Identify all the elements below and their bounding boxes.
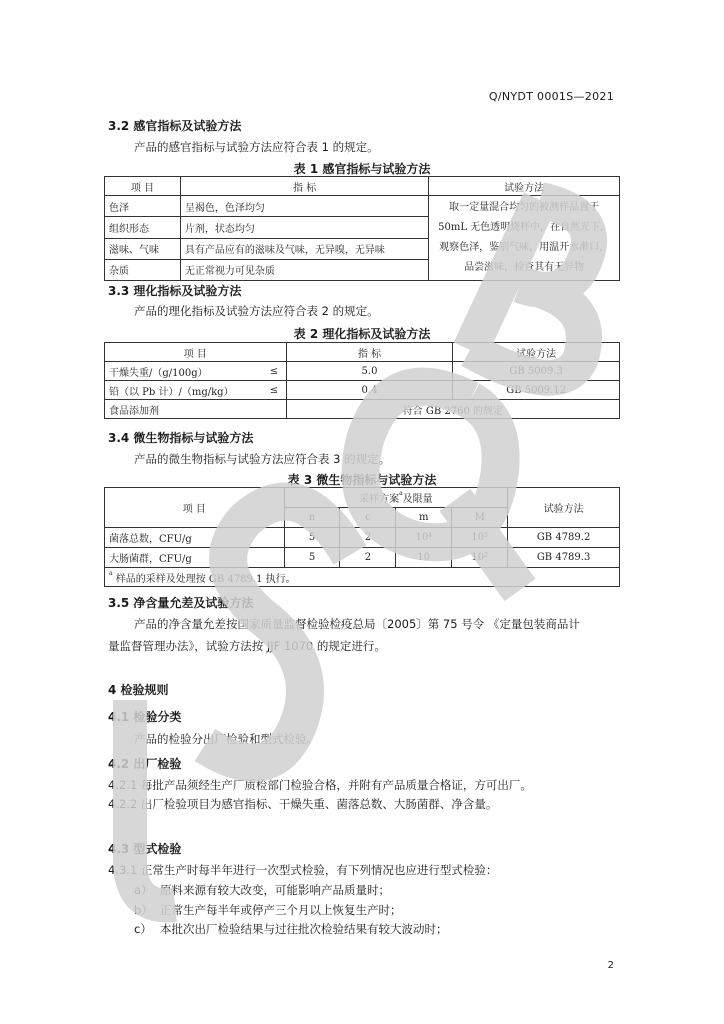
section-4-2-heading: 4.2 出厂检验	[108, 757, 182, 771]
table-3-header-method: 试验方法	[508, 488, 620, 528]
table-row: 铅（以 Pb 计）/（mg/kg）	[105, 381, 263, 400]
section-3-2-heading: 3.2 感官指标及试验方法	[108, 119, 242, 133]
section-3-5-heading: 3.5 净含量允差及试验方法	[108, 596, 254, 610]
table-3-note: $^a$ 样品的采样及处理按 GB 4789.1 执行。	[105, 568, 620, 587]
section-4-1-text: 产品的检验分出厂检验和型式检验。	[134, 732, 318, 746]
leq-symbol: ≤	[262, 362, 286, 381]
table-1	[104, 176, 620, 281]
table-cell: $10^4$	[396, 528, 452, 548]
section-4-3-heading: 4.3 型式检验	[108, 842, 182, 856]
document-code: Q/NYDT 0001S—2021	[488, 90, 614, 103]
table-cell: GB 5009.3	[453, 362, 620, 381]
section-4-1-heading: 4.1 检验分类	[108, 710, 182, 724]
table-3-header-item: 项 目	[105, 488, 285, 528]
clause-4-2-2: 4.2.2 出厂检验项目为感官指标、干燥失重、菌落总数、大肠菌群、净含量。	[108, 797, 498, 811]
table-3-caption: 表 3 微生物指标与试验方法	[287, 473, 437, 487]
table-2-header-index: 指 标	[286, 343, 453, 362]
watermark-text: JSQB	[0, 0, 3, 1]
section-3-3-heading: 3.3 理化指标及试验方法	[108, 284, 242, 298]
leq-symbol: ≤	[262, 381, 286, 400]
table-3-header-plan: 采样方案$^a$及限量	[284, 488, 508, 508]
table-cell: 5.0	[286, 362, 453, 381]
table-cell: 片剂，状态均匀	[180, 217, 428, 238]
section-3-5-text-line2: 量监督管理办法》，试验方法按 JJF 1070 的规定进行。	[108, 639, 386, 653]
table-row: 菌落总数，CFU/g	[105, 528, 285, 548]
table-1-header-method: 试验方法	[429, 177, 620, 196]
table-1-header-index: 指 标	[180, 177, 428, 196]
table-3	[104, 487, 620, 587]
list-item: c） 本批次出厂检验结果与过往批次检验结果有较大波动时；	[134, 922, 448, 936]
section-3-4-text: 产品的微生物指标与试验方法应符合表 3 的规定。	[134, 452, 391, 466]
table-cell: 具有产品应有的滋味及气味，无异嗅，无异味	[180, 238, 428, 259]
section-3-5-text-line1: 产品的净含量允差按国家质量监督检验检疫总局〔2005〕第 75 号令 《定量包装商品计	[134, 617, 580, 631]
table-cell: 5	[284, 548, 340, 568]
table-cell: 2	[340, 548, 396, 568]
table-2-header-method: 试验方法	[453, 343, 620, 362]
list-item: a） 原料来源有较大改变，可能影响产品质量时；	[134, 883, 390, 897]
table-2	[104, 342, 620, 419]
section-3-2-text: 产品的感官指标与试验方法应符合表 1 的规定。	[134, 140, 379, 154]
table-2-header-item: 项 目	[105, 343, 287, 362]
table-cell: 5	[284, 528, 340, 548]
table-cell: $10^2$	[452, 548, 508, 568]
section-4-heading: 4 检验规则	[108, 683, 169, 697]
table-3-sub-c: c	[340, 508, 396, 528]
clause-4-2-1: 4.2.1 每批产品须经生产厂质检部门检验合格，并附有产品质量合格证，方可出厂。	[108, 778, 532, 792]
table-row: 大肠菌群，CFU/g	[105, 548, 285, 568]
table-cell: GB 4789.3	[508, 548, 620, 568]
section-3-4-heading: 3.4 微生物指标与试验方法	[108, 431, 254, 445]
table-row: 杂质	[105, 259, 181, 280]
table-cell: 0.4	[286, 381, 453, 400]
table-cell: 10	[396, 548, 452, 568]
clause-4-3-1: 4.3.1 正常生产时每半年进行一次型式检验，有下列情况也应进行型式检验：	[108, 863, 498, 877]
table-cell: 无正常视力可见杂质	[180, 259, 428, 280]
table-cell: 呈褐色，色泽均匀	[180, 196, 428, 217]
table-row: 组织形态	[105, 217, 181, 238]
table-3-sub-M: M	[452, 508, 508, 528]
table-row: 干燥失重/（g/100g）	[105, 362, 263, 381]
table-cell: 2	[340, 528, 396, 548]
table-1-header-item: 项 目	[105, 177, 181, 196]
table-3-sub-m: m	[396, 508, 452, 528]
section-3-3-text: 产品的理化指标及试验方法应符合表 2 的规定。	[134, 304, 379, 318]
table-cell: GB 4789.2	[508, 528, 620, 548]
table-1-caption: 表 1 感官指标与试验方法	[293, 162, 431, 176]
table-3-sub-n: n	[284, 508, 340, 528]
table-row: 滋味、气味	[105, 238, 181, 259]
page-number: 2	[607, 960, 614, 971]
table-cell: GB 5009.12	[453, 381, 620, 400]
table-row: 食品添加剂	[105, 400, 287, 419]
table-cell: $10^5$	[452, 528, 508, 548]
table-2-caption: 表 2 理化指标及试验方法	[293, 327, 431, 341]
list-item: b） 正常生产每半年或停产三个月以上恢复生产时；	[134, 903, 402, 917]
table-cell: 符合 GB 2760 的规定	[286, 400, 619, 419]
table-row: 色泽	[105, 196, 181, 217]
table-1-method: 取一定量混合均匀的被测样品置于 50mL 无色透明烧杯中，在自然光下，观察色泽，鉴别气味，用温开水漱口，品尝滋味，检查其有无异物	[429, 196, 620, 281]
